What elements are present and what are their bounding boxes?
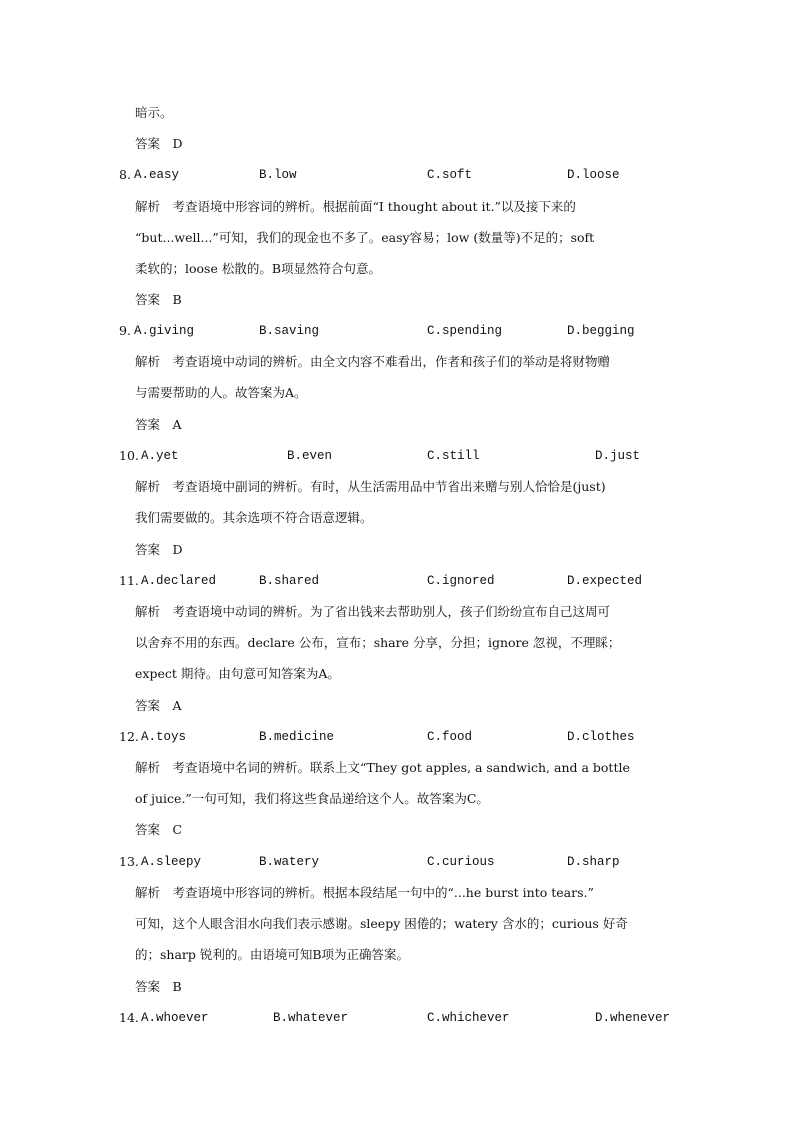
analysis-line: 解析 考查语境中名词的辨析。联系上文“They got apples, a sandwich, and a bottle bbox=[135, 760, 630, 775]
analysis-line: 解析 考查语境中形容词的辨析。根据前面“I thought about it.”以及接下来的 bbox=[135, 199, 576, 214]
option-d: D.just bbox=[595, 449, 641, 463]
option-c: C.whichever bbox=[427, 1011, 510, 1025]
answer-line: 答案 B bbox=[135, 292, 182, 307]
option-b: B.saving bbox=[259, 324, 320, 338]
option-b: B.low bbox=[259, 168, 297, 182]
analysis-line: 我们需要做的。其余选项不符合语意逻辑。 bbox=[135, 510, 373, 525]
option-c: C.curious bbox=[427, 855, 495, 869]
answer-line: 答案 B bbox=[135, 979, 182, 994]
analysis-line: “but...well...”可知，我们的现金也不多了。easy容易；low (数量等)不足的；soft bbox=[135, 230, 595, 245]
option-d: D.clothes bbox=[567, 730, 635, 744]
analysis-line: 解析 考查语境中副词的辨析。有时，从生活需用品中节省出来赠与别人恰恰是(just) bbox=[135, 479, 606, 494]
option-c: C.spending bbox=[427, 324, 503, 338]
question-number: 14. bbox=[119, 1010, 139, 1025]
analysis-line: 解析 考查语境中动词的辨析。由全文内容不难看出，作者和孩子们的举动是将财物赠 bbox=[135, 354, 611, 369]
question-number: 11. bbox=[119, 573, 139, 588]
answer-line: 答案 D bbox=[135, 542, 183, 557]
option-d: D.whenever bbox=[595, 1011, 671, 1025]
option-a: A.giving bbox=[134, 324, 195, 338]
option-b: B.even bbox=[287, 449, 333, 463]
option-b: B.watery bbox=[259, 855, 320, 869]
option-d: D.loose bbox=[567, 168, 620, 182]
analysis-line: 与需要帮助的人。故答案为A。 bbox=[135, 385, 307, 400]
question-number: 12. bbox=[119, 729, 139, 744]
option-c: C.ignored bbox=[427, 574, 495, 588]
option-a: A.toys bbox=[141, 730, 187, 744]
option-c: C.food bbox=[427, 730, 473, 744]
analysis-line: 可知，这个人眼含泪水向我们表示感谢。sleepy 困倦的；watery 含水的；curious 好奇 bbox=[135, 916, 628, 931]
option-b: B.medicine bbox=[259, 730, 335, 744]
analysis-line: 解析 考查语境中形容词的辨析。根据本段结尾一句中的“...he burst into tears.” bbox=[135, 885, 594, 900]
answer-line: 答案 C bbox=[135, 822, 183, 837]
answer-line: 答案 A bbox=[135, 698, 182, 713]
option-b: B.shared bbox=[259, 574, 320, 588]
option-c: C.soft bbox=[427, 168, 473, 182]
analysis-line: expect 期待。由句意可知答案为A。 bbox=[135, 666, 340, 681]
option-a: A.yet bbox=[141, 449, 179, 463]
analysis-line: of juice.”一句可知，我们将这些食品递给这个人。故答案为C。 bbox=[135, 791, 489, 806]
option-b: B.whatever bbox=[273, 1011, 349, 1025]
text-line: 暗示。 bbox=[135, 105, 173, 120]
option-d: D.begging bbox=[567, 324, 635, 338]
question-number: 13. bbox=[119, 854, 139, 869]
analysis-line: 柔软的；loose 松散的。B项显然符合句意。 bbox=[135, 261, 382, 276]
option-a: A.easy bbox=[134, 168, 180, 182]
option-d: D.expected bbox=[567, 574, 643, 588]
question-number: 10. bbox=[119, 448, 139, 463]
answer-line: 答案 A bbox=[135, 417, 182, 432]
analysis-line: 以舍弃不用的东西。declare 公布，宣布；share 分享，分担；ignore 忽视，不理睬； bbox=[135, 635, 621, 650]
option-d: D.sharp bbox=[567, 855, 620, 869]
analysis-line: 的；sharp 锐利的。由语境可知B项为正确答案。 bbox=[135, 947, 410, 962]
analysis-line: 解析 考查语境中动词的辨析。为了省出钱来去帮助别人，孩子们纷纷宣布自己这周可 bbox=[135, 604, 611, 619]
option-a: A.whoever bbox=[141, 1011, 209, 1025]
question-number: 9. bbox=[119, 323, 131, 338]
option-a: A.declared bbox=[141, 574, 217, 588]
option-a: A.sleepy bbox=[141, 855, 202, 869]
question-number: 8. bbox=[119, 167, 131, 182]
option-c: C.still bbox=[427, 449, 480, 463]
answer-line: 答案 D bbox=[135, 136, 183, 151]
